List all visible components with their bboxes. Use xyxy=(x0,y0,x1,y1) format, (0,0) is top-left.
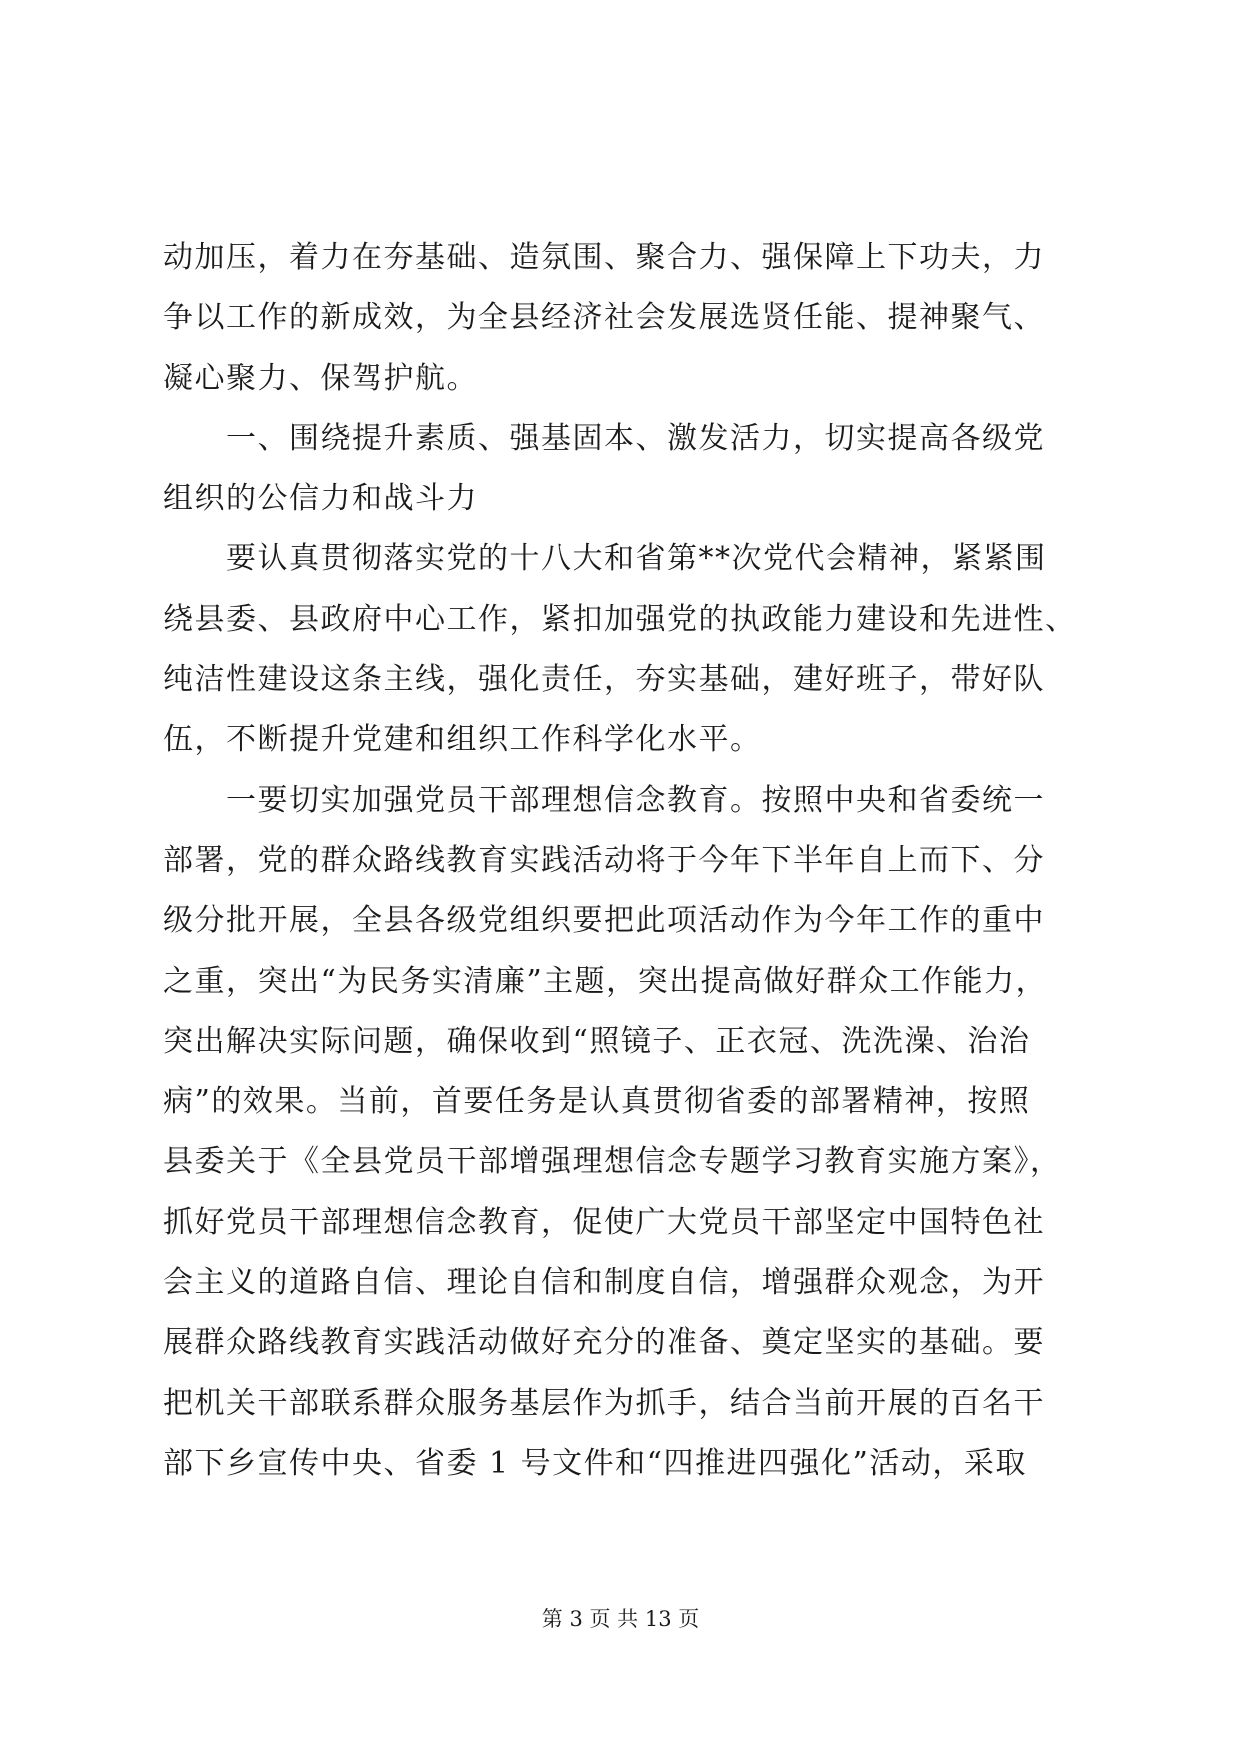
text-line: 展群众路线教育实践活动做好充分的准备、奠定坚实的基础。要 xyxy=(163,1325,1045,1361)
text-line: 县委关于《全县党员干部增强理想信念专题学习教育实施方案》， xyxy=(163,1144,1062,1180)
text-line: 纯洁性建设这条主线，强化责任，夯实基础，建好班子，带好队 xyxy=(163,662,1045,698)
text-line: 会主义的道路自信、理论自信和制度自信，增强群众观念，为开 xyxy=(163,1265,1045,1301)
text-line: 争以工作的新成效，为全县经济社会发展选贤任能、提神聚气、 xyxy=(163,300,1045,336)
text-line: 部下乡宣传中央、省委 1 号文件和“四推进四强化”活动，采取 xyxy=(163,1445,1027,1481)
section-heading-line: 组织的公信力和战斗力 xyxy=(163,481,478,517)
text-line: 一要切实加强党员干部理想信念教育。按照中央和省委统一 xyxy=(163,782,1045,818)
text-line: 级分批开展，全县各级党组织要把此项活动作为今年工作的重中 xyxy=(163,903,1045,939)
text-line: 之重，突出“为民务实清廉”主题，突出提高做好群众工作能力， xyxy=(163,963,1048,999)
text-line: 把机关干部联系群众服务基层作为抓手，结合当前开展的百名干 xyxy=(163,1385,1045,1421)
text-line: 动加压，着力在夯基础、造氛围、聚合力、强保障上下功夫，力 xyxy=(163,240,1045,275)
text-line: 要认真贯彻落实党的十八大和省第**次党代会精神，紧紧围 xyxy=(163,541,1047,577)
text-line: 病”的效果。当前，首要任务是认真贯彻省委的部署精神，按照 xyxy=(163,1084,1031,1120)
text-line: 抓好党员干部理想信念教育，促使广大党员干部坚定中国特色社 xyxy=(163,1204,1045,1240)
section-heading-line: 一、围绕提升素质、强基固本、激发活力，切实提高各级党 xyxy=(163,420,1045,456)
text-line: 绕县委、县政府中心工作，紧扣加强党的执政能力建设和先进性、 xyxy=(163,601,1077,637)
body-text xyxy=(163,228,1083,1494)
text-line: 部署，党的群众路线教育实践活动将于今年下半年自上而下、分 xyxy=(163,842,1045,878)
text-line: 突出解决实际问题，确保收到“照镜子、正衣冠、洗洗澡、治治 xyxy=(163,1023,1031,1059)
text-line: 伍，不断提升党建和组织工作科学化水平。 xyxy=(163,722,762,758)
page-number-footer: 第 3 页 共 13 页 xyxy=(541,1607,700,1631)
text-line: 凝心聚力、保驾护航。 xyxy=(163,360,478,396)
